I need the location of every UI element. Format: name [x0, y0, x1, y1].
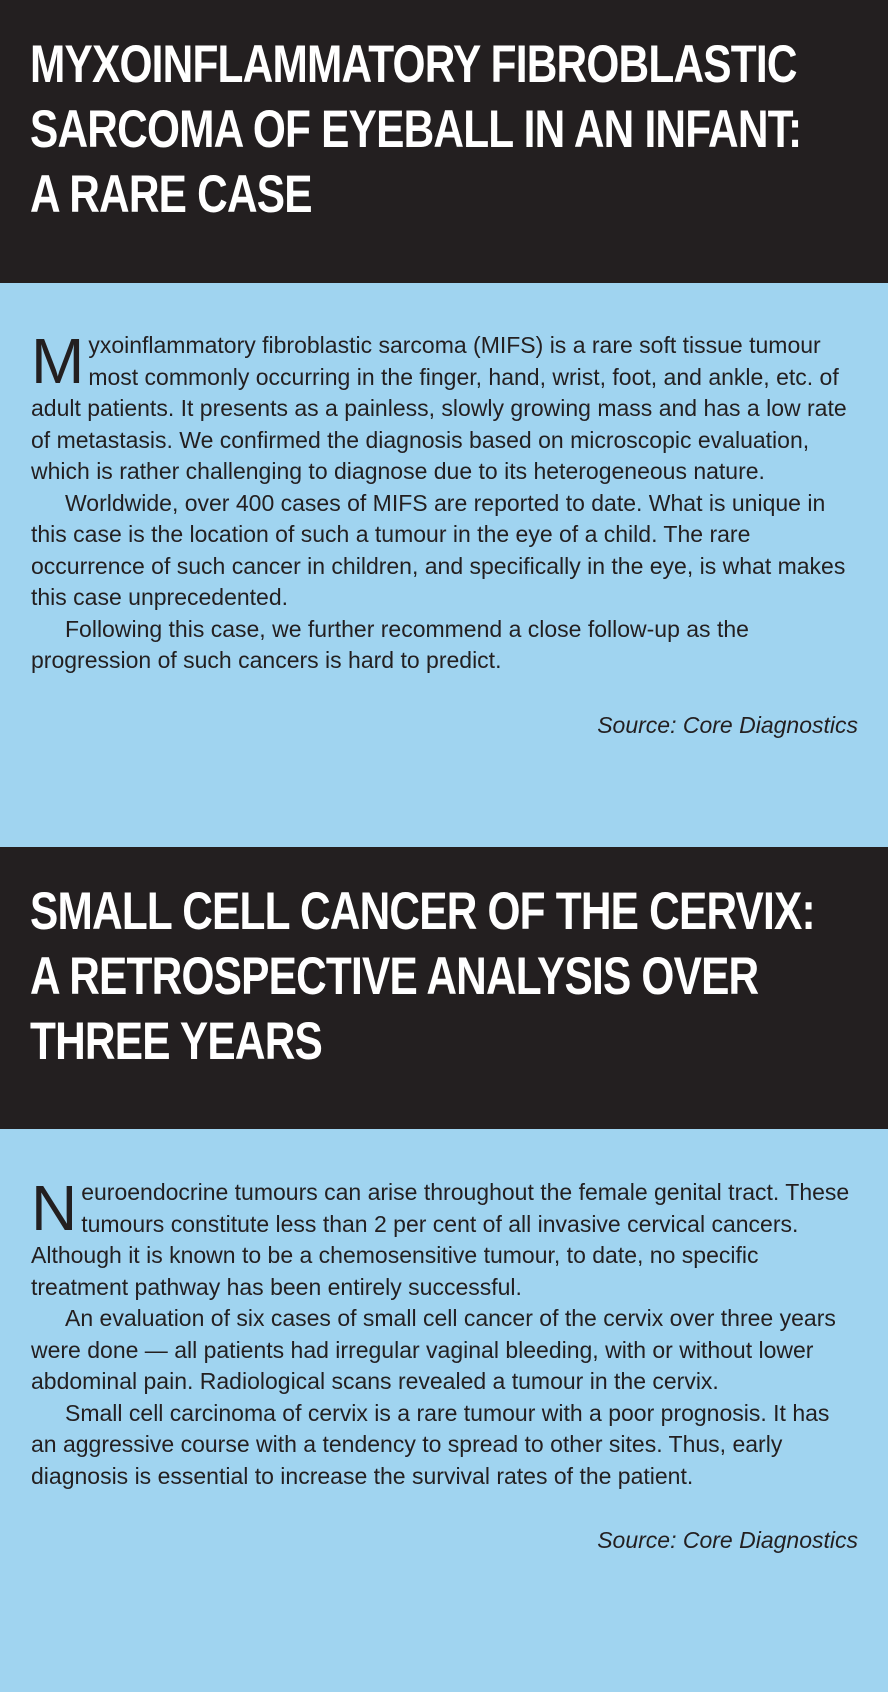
article-2-paragraph: An evaluation of six cases of small cell cancer of the cervix over three years were done — all patients had irregular vaginal bleeding, with or without lower abdominal pain. Radiological scans revealed a tumour in the cervix. — [31, 1305, 836, 1394]
article-1-paragraph-text: yxoinflammatory fibroblastic sarcoma (MIFS) is a rare soft tissue tumour most commonly occurring in the finger, hand, wrist, foot, and ankle, etc. of adult patients. It presents as a painless, slowly growing mass and has a low rate of metastasis. We confirmed the diagnosis based on microscopic evaluation, which is rather challenging to diagnose due to its heterogeneous nature. — [31, 332, 847, 484]
article-2-headline — [30, 879, 815, 1074]
article-2-source: Source: Core Diagnostics — [597, 1527, 858, 1553]
article-1-headline-line: MYXOINFLAMMATORY FIBROBLASTIC — [30, 35, 797, 94]
article-1-headline-line: A RARE CASE — [30, 165, 312, 224]
article-2-paragraph-text: euroendocrine tumours can arise throughout the female genital tract. These tumours constitute less than 2 per cent of all invasive cervical cancers. Although it is known to be a chemosensitive tumour, to date, no specific treatment pathway has been entirely successful. — [31, 1179, 850, 1300]
article-1-headline-line: SARCOMA OF EYEBALL IN AN INFANT: — [30, 100, 802, 159]
article-1-source: Source: Core Diagnostics — [597, 711, 858, 738]
article-1-paragraph — [31, 325, 858, 488]
article-2-headline-line: SMALL CELL CANCER OF THE CERVIX: — [30, 882, 815, 941]
article-1-headline-banner — [0, 0, 888, 283]
article-1-headline — [30, 32, 802, 227]
article-1-paragraph: Worldwide, over 400 cases of MIFS are reported to date. What is unique in this case is the location of such a tumour in the eye of a child. The rare occurrence of such cancer in children, and specifically in the eye, is what makes this case unprecedented. — [31, 489, 846, 610]
article-2-body — [0, 1129, 888, 1692]
article-2-headline-line: A RETROSPECTIVE ANALYSIS OVER — [30, 947, 759, 1006]
article-2-paragraph — [31, 1172, 858, 1303]
article-2-headline-banner — [0, 847, 888, 1129]
article-1-paragraph: Following this case, we further recommend a close follow-up as the progression of such cancers is hard to predict. — [31, 615, 749, 673]
article-1-dropcap: M — [31, 325, 85, 397]
article-2-paragraph: Small cell carcinoma of cervix is a rare tumour with a poor prognosis. It has an aggressive course with a tendency to spread to other sites. Thus, early diagnosis is essential to increase the survival rates of the patient. — [31, 1399, 830, 1489]
article-2-headline-line: THREE YEARS — [30, 1012, 322, 1071]
article-2-dropcap: N — [31, 1172, 78, 1244]
article-1-body — [0, 283, 888, 847]
